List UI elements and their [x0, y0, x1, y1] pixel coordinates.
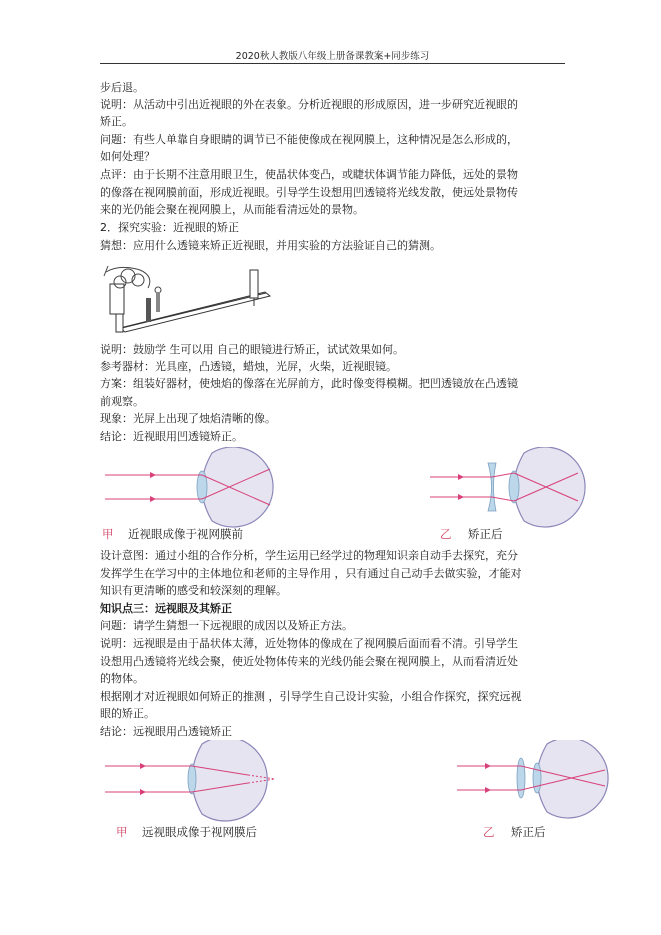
figure-caption: 矫正后	[511, 825, 546, 839]
figure-mark: 乙	[440, 527, 452, 541]
figure-mark: 乙	[483, 825, 495, 839]
text-line: 设想用凸透镜将光线会聚，使近处物体传来的光线仍能会聚在视网膜上，从而看清近处	[100, 655, 518, 668]
figure-caption: 近视眼成像于视网膜前	[128, 527, 243, 541]
text-line: 方案：组装好器材，使烛焰的像落在光屏前方，此时像变得模糊。把凹透镜放在凸透镜	[100, 377, 518, 390]
text-line: 现象：光屏上出现了烛焰清晰的像。	[100, 412, 276, 425]
optical-bench-illustration	[100, 262, 290, 338]
text-line: 根据刚才对近视眼如何矫正的推测 ，引导学生自己设计实验，小组合作探究，探究远视	[100, 690, 522, 703]
text-line: 说明：鼓励学 生可以用 自己的眼镜进行矫正，试试效果如何。	[100, 343, 404, 356]
text-line: 问题：请学生猜想一下远视眼的成因以及矫正方法。	[100, 619, 353, 632]
text-line: 猜想：应用什么透镜来矫正近视眼，并用实验的方法验证自己的猜测。	[100, 239, 441, 252]
header-rule	[100, 63, 565, 64]
text-line: 如何处理？	[100, 150, 155, 163]
text-line: 来的光仍能会聚在视网膜上，从而能看清远处的景物。	[100, 203, 364, 216]
text-line: 说明：远视眼是由于晶状体太薄，近处物体的像成在了视网膜后面而看不清。引导学生	[100, 637, 518, 650]
text-line: 发挥学生在学习中的主体地位和老师的主导作用 ，只有通过自己动手去做实验，才能对	[100, 567, 522, 580]
hyperopia-corrected-diagram	[455, 740, 615, 842]
text-line: 参考器材：光具座，凸透镜，蜡烛，光屏，火柴，近视眼镜。	[100, 360, 397, 373]
page-header: 2020秋人教版八年级上册备课教案+同步练习	[235, 51, 430, 62]
figure-mark: 甲	[116, 825, 128, 839]
text-line: 眼的矫正。	[100, 707, 155, 720]
text-line: 结论：近视眼用凹透镜矫正。	[100, 430, 243, 443]
text-line: 问题：有些人单靠自身眼睛的调节已不能使像成在视网膜上，这种情况是怎么形成的，	[100, 133, 518, 146]
text-line: 知识有更清晰的感受和较深刻的理解。	[100, 584, 287, 597]
text-line: 步后退。	[100, 81, 144, 94]
text-line: 矫正。	[100, 115, 133, 128]
figure-mark: 甲	[102, 527, 114, 541]
myopia-corrected-diagram	[428, 447, 588, 545]
myopia-diagram	[100, 447, 285, 545]
text-line: 设计意图：通过小组的合作分析，学生运用已经学过的物理知识亲自动手去探究，充分	[100, 549, 518, 562]
text-line: 的像落在视网膜前面，形成近视眼。引导学生设想用凹透镜将光线发散，使远处景物传	[100, 186, 518, 199]
figure-caption: 远视眼成像于视网膜后	[142, 825, 257, 839]
section-heading: 知识点三：远视眼及其矫正	[100, 602, 232, 615]
text-line: 2．探究实验：近视眼的矫正	[100, 221, 239, 234]
figure-caption: 矫正后	[468, 527, 503, 541]
text-line: 结论：远视眼用凸透镜矫正	[100, 725, 232, 738]
hyperopia-diagram	[100, 740, 290, 842]
text-line: 点评：由于长期不注意用眼卫生，使晶状体变凸，或睫状体调节能力降低，远处的景物	[100, 168, 518, 181]
text-line: 的物体。	[100, 672, 144, 685]
text-line: 前观察。	[100, 395, 144, 408]
text-line: 说明：从活动中引出近视眼的外在表象。分析近视眼的形成原因，进一步研究近视眼的	[100, 98, 518, 111]
